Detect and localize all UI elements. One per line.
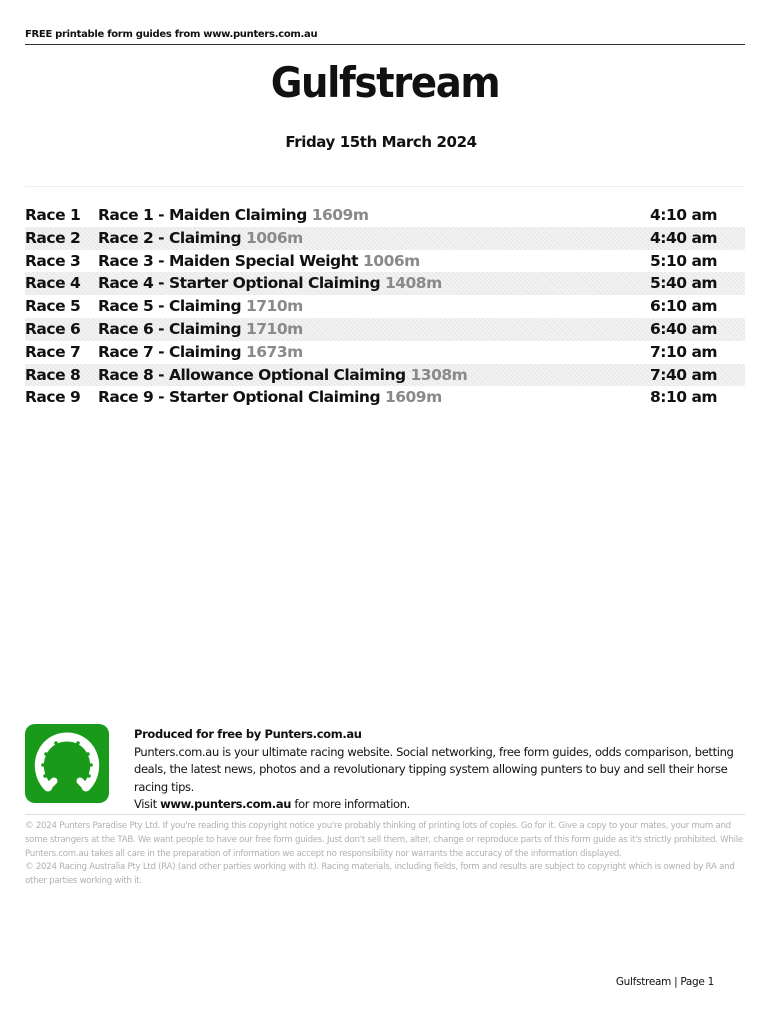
race-time: 6:10 am bbox=[650, 297, 718, 316]
race-number: Race 5 bbox=[25, 297, 81, 316]
race-name-wrap bbox=[98, 295, 303, 318]
race-number: Race 2 bbox=[25, 228, 81, 247]
race-number: Race 1 bbox=[25, 206, 81, 224]
race-distance: 1609m bbox=[384, 388, 442, 407]
race-distance: 1609m bbox=[311, 206, 369, 224]
race-name-wrap bbox=[98, 227, 303, 250]
race-time: 4:10 am bbox=[650, 206, 718, 224]
header-divider bbox=[25, 44, 745, 45]
race-time: 5:10 am bbox=[650, 251, 718, 270]
promo-visit-suffix: for more information. bbox=[291, 797, 410, 811]
race-name: Race 1 - Maiden Claiming bbox=[98, 206, 307, 224]
race-name: Race 8 - Allowance Optional Claiming bbox=[98, 365, 406, 384]
race-number: Race 7 bbox=[25, 342, 81, 361]
race-name-wrap bbox=[98, 318, 303, 341]
race-name: Race 3 - Maiden Special Weight bbox=[98, 251, 359, 270]
page-title: Gulfstream bbox=[270, 58, 500, 107]
race-row-7 bbox=[25, 341, 745, 364]
race-time: 7:10 am bbox=[650, 342, 718, 361]
race-row-4 bbox=[25, 272, 745, 295]
race-list bbox=[25, 204, 745, 409]
race-row-2 bbox=[25, 227, 745, 250]
race-distance: 1408m bbox=[384, 274, 442, 293]
copyright-notice bbox=[25, 820, 747, 889]
race-name: Race 9 - Starter Optional Claiming bbox=[98, 388, 381, 407]
footer-divider bbox=[25, 814, 745, 815]
page-footer-label: Gulfstream | Page 1 bbox=[615, 976, 714, 988]
race-row-5 bbox=[25, 295, 745, 318]
race-number: Race 3 bbox=[25, 251, 81, 270]
race-distance: 1006m bbox=[363, 251, 420, 270]
race-name-wrap bbox=[98, 364, 467, 387]
promo-heading: Produced for free by Punters.com.au bbox=[134, 727, 362, 741]
race-row-9 bbox=[25, 386, 745, 409]
race-name: Race 6 - Claiming bbox=[98, 319, 242, 338]
race-number: Race 9 bbox=[25, 388, 81, 407]
race-name-wrap bbox=[98, 204, 369, 227]
punters-logo bbox=[25, 724, 109, 803]
race-time: 6:40 am bbox=[650, 319, 718, 338]
promo-block bbox=[134, 726, 746, 814]
race-name: Race 4 - Starter Optional Claiming bbox=[98, 274, 381, 293]
promo-visit bbox=[134, 796, 746, 814]
race-name-wrap bbox=[98, 341, 303, 364]
race-distance: 1710m bbox=[245, 319, 303, 338]
race-distance: 1308m bbox=[410, 365, 468, 384]
race-time: 7:40 am bbox=[650, 365, 718, 384]
copyright-punters: © 2024 Punters Paradise Pty Ltd. If you're reading this copyright notice you're probably thinking of printing lots of copies. Go for it. Give a copy to your mates, your mum and some strangers at the TAB. We want people to have our free form guides. Just don't sell them, alter, change or reproduce parts of this form guide as it's strictly prohibited. While Punters.com.au takes all care in the preparation of information we accept no responsibility nor warrants the accuracy of the information displayed. bbox=[25, 821, 743, 859]
race-number: Race 4 bbox=[25, 274, 81, 293]
race-distance: 1006m bbox=[245, 228, 303, 247]
race-name: Race 2 - Claiming bbox=[98, 228, 242, 247]
race-row-3 bbox=[25, 250, 745, 273]
race-name-wrap bbox=[98, 386, 442, 409]
race-time: 5:40 am bbox=[650, 274, 718, 293]
promo-visit-prefix: Visit bbox=[134, 797, 161, 811]
horseshoe-icon bbox=[25, 724, 109, 803]
promo-body: Punters.com.au is your ultimate racing website. Social networking, free form guides, odds comparison, betting deals, the latest news, photos and a revolutionary tipping system allowing punters to buy and sell their horse racing tips. bbox=[134, 744, 734, 794]
race-name-wrap bbox=[98, 250, 420, 273]
punters-link[interactable]: www.punters.com.au bbox=[160, 797, 292, 811]
race-row-1 bbox=[25, 204, 745, 227]
race-name: Race 7 - Claiming bbox=[98, 342, 242, 361]
race-time: 8:10 am bbox=[650, 388, 718, 407]
header-text: FREE printable form guides from www.punters.com.au bbox=[25, 29, 318, 40]
race-distance: 1673m bbox=[245, 342, 303, 361]
race-time: 4:40 am bbox=[650, 228, 718, 247]
copyright-racing-australia: © 2024 Racing Australia Pty Ltd (RA) (and other parties working with it). Racing materials, including fields, form and results are subject to copyright which is owned by RA and other parties working with it. bbox=[25, 862, 735, 887]
table-divider bbox=[25, 186, 745, 187]
race-name: Race 5 - Claiming bbox=[98, 297, 242, 316]
race-row-8 bbox=[25, 364, 745, 387]
race-name-wrap bbox=[98, 272, 442, 295]
race-number: Race 6 bbox=[25, 319, 81, 338]
meeting-date: Friday 15th March 2024 bbox=[285, 133, 477, 151]
race-row-6 bbox=[25, 318, 745, 341]
race-number: Race 8 bbox=[25, 365, 81, 384]
race-distance: 1710m bbox=[245, 297, 303, 316]
